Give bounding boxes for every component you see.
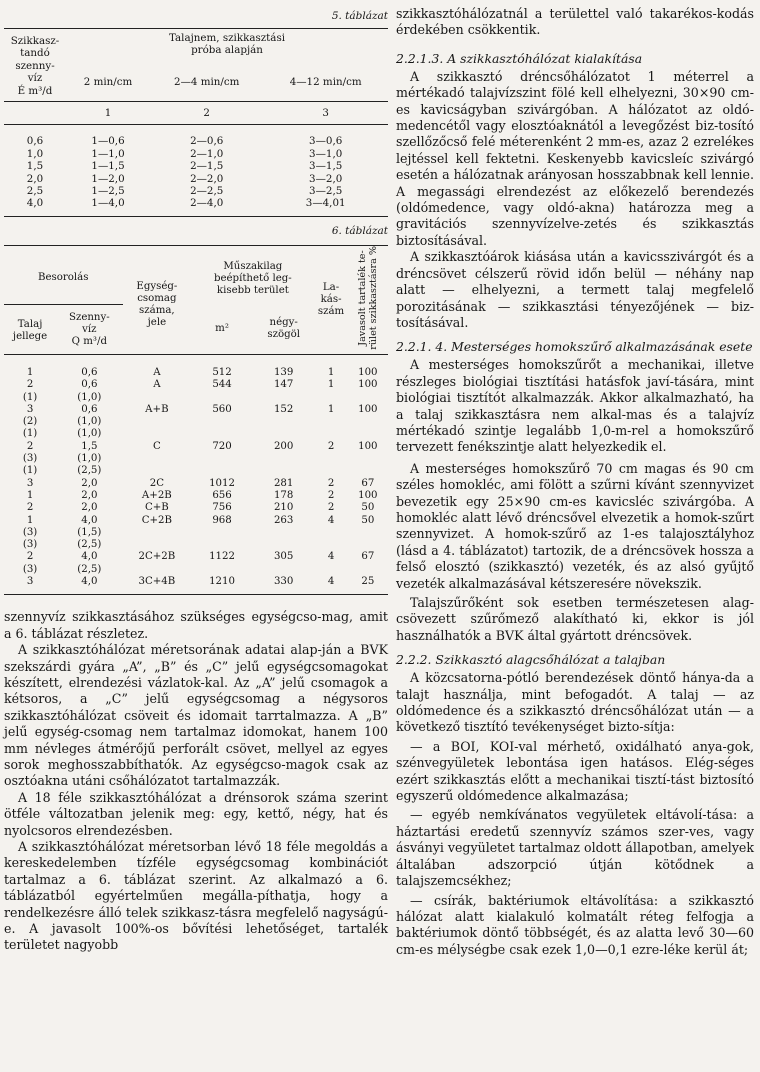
right-paragraph-2-2: A mesterséges homokszűrő 70 cm magas és 90 cm széles homokléc, ami fölött a szűrni kívánt szennyvizet bevezetik egy 25×90 cm-es kavicsléc szivárgóba. A homokléc alatt lévő dréncsővel elvezetik a homok-szűrt szennyvizet. A homok-szűrő az 1-es talajosztályhoz (lásd a 4. táblázatot) tartozik, de a dréncsövek hossza a felső elosztó (szikkasztó) vezeték, és az alsó gyűjtő vezeték alkalmazásával kétszeresére növekszik. (396, 460, 754, 591)
table5-cell: 2,0 (26, 172, 44, 185)
table6-head-szennyviz: Szenny- víz Q m³/d (68, 311, 110, 347)
table6-cell: 1210 (209, 575, 236, 587)
table6-cell: (3) (22, 453, 38, 465)
table6-cell: 544 (212, 379, 232, 391)
table6-cell: A (153, 366, 161, 378)
table6-cell: (2) (22, 416, 38, 428)
table6-cell (348, 465, 388, 477)
left-paragraph-4: A szikkasztóhálózat méretsorban lévő 18 féle megoldás a kereskedelemben tízféle egységcsomag kombinációt tartalmaz a 6. táblázat szerint. Az alkalmazó a 6. táblázatból egyértelműen megálla-píthatja, hogy a rendelkezésre álló telek szikkasz-tásra megfelelő nagyságú-e. A javasolt 100%-os bővítési lehetőséget, tartalék területet nagyobb (4, 838, 388, 953)
table6-cell: 2 (327, 477, 335, 489)
table6-cell: 4 (327, 514, 335, 526)
table5-cell: 2—4,0 (190, 197, 224, 210)
table5-row (4, 135, 388, 147)
table6-cell: 0,6 (81, 403, 98, 415)
table6-cell: (1) (22, 391, 38, 403)
table5-cell: 3—2,0 (309, 172, 343, 185)
table6-cell: (1,0) (77, 416, 102, 428)
table6-cell: A+2B (141, 489, 172, 501)
table6-cell: 720 (212, 440, 232, 452)
table6-cell (348, 392, 388, 404)
right-paragraph-3-3: — egyéb nemkívánatos vegyületek eltávolí-tása: a háztartási eredetű szennyvíz számos szer-ves, vagy ásványi vegyületet tartalmaz oldott állapotban, amelyek általában adszorpció útján kötődnek a talajszemcsékhez; (396, 807, 755, 889)
table5-row (4, 197, 388, 209)
table6-cell: 2C+2B (138, 551, 176, 563)
table6-cell (123, 539, 192, 551)
table6-cell: (1,5) (77, 526, 102, 538)
table5-row (4, 160, 388, 172)
table6-cell (191, 564, 253, 576)
table6-row (4, 576, 388, 588)
table5-cell: 1—2,5 (91, 185, 125, 198)
table5-cell: 1—1,0 (91, 147, 125, 160)
table6-cell: 1 (327, 379, 335, 391)
right-paragraph-3-4: — csírák, baktériumok eltávolítása: a szikkasztó hálózat alatt kialakuló kolmatált réteg felfogja a baktériumok döntő többségét, és az alatta levő 30—60 cm-es mélységbe csak ezek 1,0—0,1 ezre-léke kerül át; (396, 892, 754, 957)
table6-cell: 2,0 (81, 477, 98, 489)
table6-cell: 4 (327, 575, 335, 587)
table6-cell: 2 (327, 489, 335, 501)
table6-cell: 1012 (209, 477, 236, 489)
table6-cell: 200 (273, 440, 294, 452)
table6-cell: 3 (26, 403, 34, 415)
table6-cell: (1,0) (77, 391, 102, 403)
left-text (4, 609, 388, 954)
table5-cell: 1,5 (26, 160, 44, 173)
table6-cell (348, 539, 388, 551)
left-paragraph-2: A szikkasztóhálózat méretsorának adatai alap-ján a BVK szekszárdi gyára „A”, „B” és „C” jelű egységcsomagokat készített, elrendezési vázlatok-kal. Az „A” jelű csomagok a kétsoros, a „C” jelű egységcsomag a négysoros szikkasztóhálózat csöveit és idomait tarrtalmazza. A „B” jelű egység-csomag nem tartalmaz idomokat, hanem 100 mm névleges átmérőjű perforált csövet, mellyel az egyes sorok meghosszabbíthatók. Az egységcso-magok csak az osztóakna utáni csőhálózatot tartalmazzák. (4, 642, 388, 789)
table6-cell: 1 (327, 403, 335, 415)
table6-cell: 2 (26, 440, 34, 452)
table6-cell: 1 (26, 514, 34, 526)
table5-head-num-1: 1 (104, 107, 112, 120)
table5-cell: 2—2,5 (190, 185, 224, 198)
section-heading-2-2-2: 2.2.2. Szikkasztó alagcsőhálózat a talajban (396, 652, 666, 668)
section-heading-2-2-1-4: 2.2.1. 4. Mesterséges homokszűrő alkalmazásának esete (396, 339, 753, 355)
table5-head-group: Talajnem, szikkasztási próba alapján (168, 31, 286, 57)
right-paragraph-3-2: — a BOI, KOI-val mérhető, oxidálható anya-gok, szénvegyületek lebontása igen hatásos. Elég-séges ezért szikkasztás előtt a mechanikai tisztí-tást biztosító egyszerű oldómedence alkalmazása; (396, 738, 754, 804)
table6-cell: (2,5) (77, 539, 102, 551)
table6-cell (123, 428, 192, 440)
table5-cell: 1—2,0 (91, 172, 125, 185)
table6-cell: 2 (26, 551, 34, 563)
table5-cell: 0,6 (26, 135, 44, 148)
table6-cell: 67 (361, 551, 375, 563)
table6-row (4, 551, 388, 563)
table5-cell: 3—2,5 (309, 185, 343, 198)
table5-cell: 3—0,6 (309, 135, 343, 148)
table6-head-muszaki: Műszakilag beépíthető leg- kisebb terület (213, 261, 292, 297)
table6-cell (253, 527, 315, 539)
table6-cell: A+B (145, 403, 169, 415)
left-paragraph-3: A 18 féle szikkasztóhálózat a drénsorok száma szerint ötféle változatban jelenik meg: egy, kettő, négy, hat és nyolcsoros elrendezésben. (4, 789, 388, 838)
table6-cell (191, 453, 253, 465)
section-heading-2-2-1-3: 2.2.1.3. A szikkasztóhálózat kialakítása (396, 50, 643, 66)
table6-cell (314, 539, 347, 551)
table5-label: 5. táblázat (331, 10, 388, 22)
table6-cell: (3) (22, 563, 38, 575)
table6-cell: 560 (212, 403, 232, 415)
table6-cell (191, 416, 253, 428)
table6-row (4, 465, 388, 477)
table6-cell: 50 (361, 502, 375, 514)
table6-cell: 1 (327, 366, 335, 378)
table5-cell: 3—4,01 (305, 197, 346, 210)
table6-cell: 152 (273, 403, 294, 415)
table5-head-num-2: 2 (203, 107, 210, 120)
table6-head-negyszogol: négy- szögöl (267, 317, 300, 341)
table6-cell (191, 539, 253, 551)
table6-cell: (1) (22, 465, 38, 477)
table6-cell: 1,5 (81, 440, 98, 452)
table5-row (4, 173, 388, 185)
table6-cell: 656 (212, 489, 232, 501)
table6-cell (123, 392, 192, 404)
table6-head-talaj: Talaj jellege (12, 318, 48, 342)
table6-cell: C+B (144, 502, 169, 514)
table6-cell: 147 (273, 379, 294, 391)
table6-head-lakas: La- kás- szám (317, 281, 345, 317)
table6-cell (253, 539, 315, 551)
table6-cell: 4,0 (81, 551, 98, 563)
table6-row (4, 428, 388, 440)
table6-head-m2: m² (215, 323, 229, 335)
table6-row (4, 367, 388, 379)
right-paragraph-1-2: A szikkasztóárok kiásása után a kavicsszivárgót és a dréncsövet célszerű rövid időn belül — néhány nap alatt — elhelyezni, a termett talaj megfelelő porozitásának — szikkasztási tényezőjének — biz-tosításával. (396, 249, 754, 330)
right-intro: szikkasztóhálózatnál a területtel való takarékos-kodás érdekében csökkentik. (396, 6, 754, 38)
table6-cell: 100 (358, 440, 378, 452)
table6-head-besorolas: Besorolás (4, 245, 123, 305)
left-column (4, 0, 388, 954)
table6-cell (348, 416, 388, 428)
table6-cell: (1,0) (77, 453, 102, 465)
table6-cell (191, 428, 253, 440)
table6-row (4, 539, 388, 551)
table6-cell: (3) (22, 539, 38, 551)
table6-cell (253, 416, 315, 428)
table6-cell: 2 (327, 502, 335, 514)
table6-cell: C+2B (141, 514, 173, 526)
table6-cell: 281 (273, 477, 294, 489)
left-paragraph-1: szennyvíz szikkasztásához szükséges egységcso-mag, amit a 6. táblázat részletez. (4, 609, 388, 641)
table6-cell: 2,0 (81, 502, 98, 514)
table6-cell: (2,5) (77, 563, 102, 575)
table6-label: 6. táblázat (331, 224, 388, 237)
table6-cell (191, 392, 253, 404)
table6-cell (314, 465, 347, 477)
table6-cell: 50 (361, 514, 375, 526)
table5-head-sub-2: 2—4 min/cm (174, 75, 240, 88)
table6-cell: 100 (358, 489, 378, 501)
table6-cell (253, 564, 315, 576)
table6-row (4, 392, 388, 404)
table6-cell (123, 564, 192, 576)
table6-cell: 100 (358, 379, 378, 391)
right-paragraph-2-3: Talajszűrőként sok esetben természetesen alag-csövezett szűrőmező alakítható ki, ekkor is jól használhatók a BVK által gyártott dréncsövek. (396, 595, 754, 643)
table6-row (4, 379, 388, 391)
table6-cell: 67 (361, 477, 375, 489)
table6-row (4, 515, 388, 527)
table5-head-sub-3: 4—12 min/cm (289, 75, 362, 88)
table5-cell: 2—0,6 (190, 135, 224, 148)
table6-head-javasolt: Javasolt tartalék te- rület szikkasztásra % (356, 245, 379, 350)
table5-head-sub-1: 2 min/cm (83, 75, 133, 88)
table6-cell (253, 453, 315, 465)
table6-row (4, 478, 388, 490)
table6-cell: 1122 (209, 551, 236, 563)
table5-cell: 1—1,5 (91, 160, 125, 173)
table6-cell (314, 527, 347, 539)
table5-cell: 4,0 (26, 197, 44, 210)
table6-cell: 210 (273, 502, 294, 514)
table6-cell: 2C (149, 477, 164, 489)
table6-cell: 2,0 (81, 489, 98, 501)
table6-cell (314, 453, 347, 465)
table6-cell: (3) (22, 526, 38, 538)
table6-cell: 25 (361, 575, 375, 587)
right-paragraph-1-1: A szikkasztó dréncsőhálózatot 1 méterrel a mértékadó talajvízszint fölé kell elhelyezni, 30×90 cm-es kavicságyban szivárgóban. A hálózatot az oldó-medencétől vagy elosztóaknától a levegőzést biz-tosító szellőzőcső felé méterenként 2 mm-es, azaz 2 ezrelékes lejtéssel kell fektetni. Keskenyebb kavicsleíc szivárgó esetén a hálózatnak arányosan hosszabbnak kell lennie. A megassági elrendezést az előkezelő berendezés (oldómedence, vagy oldó-akna) határozza meg a gravitációs szennyvízelve-zetés és szikkasztás biztosításával. (396, 68, 754, 248)
table6-row (4, 490, 388, 502)
table6-cell: 2 (26, 502, 34, 514)
table6-cell: 139 (273, 366, 294, 378)
table6-cell: 0,6 (81, 379, 98, 391)
table6-cell: 3 (26, 575, 34, 587)
table6-cell: A (153, 379, 161, 391)
table5-cell: 3—1,5 (309, 160, 343, 173)
table6-cell: 2 (26, 379, 34, 391)
table6-cell (314, 428, 347, 440)
table6-cell: 1 (26, 366, 34, 378)
table6-cell: (1) (22, 428, 38, 440)
table5-row (4, 185, 388, 197)
table6-cell: 4,0 (81, 575, 98, 587)
table6-row (4, 564, 388, 576)
table6-cell: C (152, 440, 161, 452)
table6-cell (191, 465, 253, 477)
table5-cell: 2—1,0 (190, 147, 224, 160)
table6-cell (348, 428, 388, 440)
table5 (4, 28, 388, 217)
table6-cell (348, 564, 388, 576)
table6-head-egyseg: Egység- csomag száma, jele (136, 280, 178, 328)
table5-cell: 1—0,6 (91, 135, 125, 148)
table6-cell: 756 (212, 502, 232, 514)
table6-cell (253, 465, 315, 477)
table6-cell (191, 527, 253, 539)
table6-cell (123, 416, 192, 428)
table5-cell: 3—1,0 (309, 147, 343, 160)
right-paragraph-2-1: A mesterséges homokszűrőt a mechanikai, illetve részleges biológiai tisztítási hatásfok javí-tására, mint biológiai tisztítót alkalmazzák. Akkor alkalmazható, ha a talaj szikkasztásra nem alkal-mas és a talajvíz mértékadó szintje legalább 1,0-m-rel a homokszűrő tervezett fenékszintje alatt helyezkedik el. (396, 357, 754, 455)
table6-cell: 4 (327, 551, 335, 563)
table6-cell: 100 (358, 366, 378, 378)
table6-cell: 0,6 (81, 366, 98, 378)
table6-cell: 305 (273, 551, 294, 563)
table6-cell (253, 428, 315, 440)
table5-cell: 2,5 (26, 185, 44, 198)
table6 (4, 245, 388, 595)
table6-cell: 263 (273, 514, 294, 526)
table6-cell (314, 416, 347, 428)
table6-cell: 3 (26, 477, 34, 489)
table6-cell: 968 (212, 514, 232, 526)
table6-row (4, 527, 388, 539)
table6-row (4, 404, 388, 416)
table6-cell: 3C+4B (138, 575, 176, 587)
table6-cell (314, 392, 347, 404)
table6-cell (123, 527, 192, 539)
table6-cell (348, 453, 388, 465)
table6-cell (123, 453, 192, 465)
table6-cell (123, 465, 192, 477)
table6-cell: (2,5) (77, 465, 102, 477)
table6-cell (348, 527, 388, 539)
table5-head-num-3: 3 (322, 107, 329, 120)
table6-row (4, 502, 388, 514)
table6-row (4, 453, 388, 465)
table6-cell: 100 (358, 403, 378, 415)
table5-row (4, 148, 388, 160)
right-paragraph-3-1: A közcsatorna-pótló berendezések döntő hánya-da a talajt használja, mint befogadót. A talaj — az oldómedence és a szikkasztó dréncsőhálózat után — a következő tisztító tevékenységet bizto-sítja: (396, 670, 754, 735)
table6-cell: 512 (212, 366, 232, 378)
table5-head-col1: Szikkasz- tandó szenny- víz É m³/d (10, 35, 60, 97)
table5-cell: 2—2,0 (190, 172, 224, 185)
table6-cell: 4,0 (81, 514, 98, 526)
table5-cell: 1,0 (26, 147, 44, 160)
table6-cell: (1,0) (77, 428, 102, 440)
table6-cell (314, 564, 347, 576)
right-column (396, 0, 754, 958)
table6-row (4, 416, 388, 428)
table6-cell: 178 (273, 489, 294, 501)
table6-cell: 2 (327, 440, 335, 452)
table6-cell: 330 (273, 575, 294, 587)
table6-row (4, 441, 388, 453)
table5-cell: 2—1,5 (190, 160, 224, 173)
table6-cell (253, 392, 315, 404)
table6-cell: 1 (26, 489, 34, 501)
table5-cell: 1—4,0 (91, 197, 125, 210)
